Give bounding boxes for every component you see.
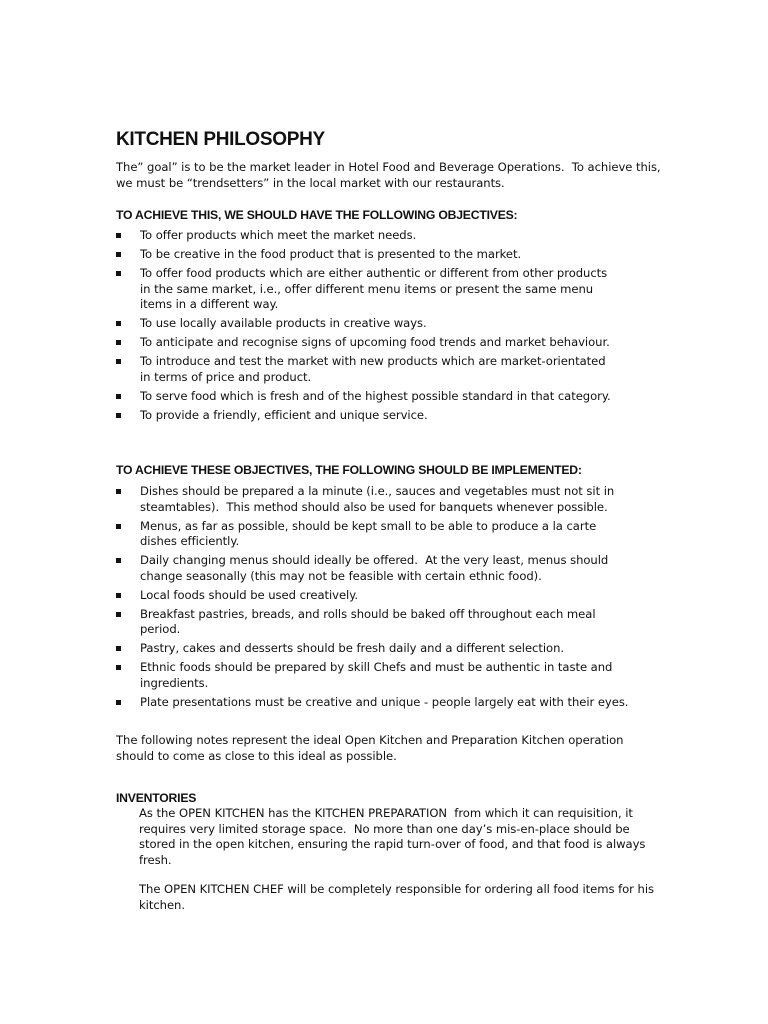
- page-title: KITCHEN PHILOSOPHY: [116, 129, 325, 150]
- list-item-text: To offer products which meet the market needs.: [140, 228, 417, 242]
- objectives-list: [116, 228, 611, 427]
- list-item-text: To be creative in the food product that is presented to the market.: [140, 247, 522, 261]
- notes-paragraph: The following notes represent the ideal Open Kitchen and Preparation Kitchen operation should to come as close to this ideal as possible.: [116, 733, 624, 763]
- list-item: [116, 408, 611, 424]
- list-item: [116, 228, 611, 244]
- objectives-heading: TO ACHIEVE THIS, WE SHOULD HAVE THE FOLLOWING OBJECTIVES:: [116, 208, 518, 222]
- implementation-heading: TO ACHIEVE THESE OBJECTIVES, THE FOLLOWING SHOULD BE IMPLEMENTED:: [116, 463, 582, 477]
- inventories-paragraph-1: As the OPEN KITCHEN has the KITCHEN PREPARATION from which it can requisition, it requires very limited storage space. No more than one day’s mis-en-place should be stored in the open kitchen, ensuring the rapid turn-over of food, and that food is always fresh.: [139, 806, 646, 867]
- bullet-icon: [116, 700, 121, 705]
- intro-paragraph: The” goal” is to be the market leader in Hotel Food and Beverage Operations. To achieve this, we must be “trendsetters” in the local market with our restaurants.: [116, 160, 661, 190]
- bullet-icon: [116, 340, 121, 345]
- bullet-icon: [116, 612, 121, 617]
- list-item-text: Breakfast pastries, breads, and rolls should be baked off throughout each meal period.: [140, 606, 596, 636]
- bullet-icon: [116, 646, 121, 651]
- bullet-icon: [116, 413, 121, 418]
- list-item-text: Pastry, cakes and desserts should be fresh daily and a different selection.: [140, 641, 564, 655]
- bullet-icon: [116, 271, 121, 276]
- list-item-text: Local foods should be used creatively.: [140, 587, 359, 602]
- list-item: [116, 354, 611, 385]
- list-item: [116, 316, 611, 332]
- bullet-icon: [116, 252, 121, 257]
- list-item: [116, 266, 611, 313]
- list-item-text: To anticipate and recognise signs of upcoming food trends and market behaviour.: [140, 335, 610, 349]
- bullet-icon: [116, 321, 121, 326]
- list-item: [116, 695, 628, 711]
- list-item-text: Menus, as far as possible, should be kept small to be able to produce a la carte dishes efficiently.: [140, 518, 597, 548]
- list-item-text: To serve food which is fresh and of the highest possible standard in that category.: [140, 388, 611, 403]
- list-item-text: To offer food products which are either authentic or different from other products in the same market, i.e., offer different menu items or present the same menu items in a different way.: [140, 266, 608, 311]
- bullet-icon: [116, 524, 121, 529]
- inventories-heading: INVENTORIES: [116, 791, 197, 805]
- list-item-text: Daily changing menus should ideally be offered. At the very least, menus should change seasonally (this may not be feasible with certain ethnic food).: [140, 553, 609, 583]
- bullet-icon: [116, 394, 121, 399]
- bullet-icon: [116, 665, 121, 670]
- bullet-icon: [116, 558, 121, 563]
- list-item: [116, 607, 628, 638]
- list-item: [116, 553, 628, 584]
- list-item: [116, 641, 628, 657]
- list-item-text: Ethnic foods should be prepared by skill Chefs and must be authentic in taste and ingredients.: [140, 660, 613, 690]
- list-item-text: Dishes should be prepared a la minute (i.e., sauces and vegetables must not sit in steamtables). This method should also be used for banquets whenever possible.: [140, 484, 615, 514]
- list-item: [116, 335, 611, 351]
- inventories-paragraph-2: The OPEN KITCHEN CHEF will be completely responsible for ordering all food items for his kitchen.: [139, 882, 654, 912]
- bullet-icon: [116, 489, 121, 494]
- list-item-text: Plate presentations must be creative and unique - people largely eat with their eyes.: [140, 694, 629, 709]
- list-item: [116, 247, 611, 263]
- list-item: [116, 519, 628, 550]
- list-item-text: To introduce and test the market with new products which are market-orientated in terms of price and product.: [140, 354, 606, 384]
- bullet-icon: [116, 359, 121, 364]
- list-item: [116, 389, 611, 405]
- list-item-text: To use locally available products in creative ways.: [140, 316, 427, 330]
- list-item: [116, 484, 628, 515]
- list-item: [116, 588, 628, 604]
- bullet-icon: [116, 593, 121, 598]
- list-item-text: To provide a friendly, efficient and unique service.: [140, 407, 428, 422]
- implementation-list: [116, 484, 628, 714]
- list-item: [116, 660, 628, 691]
- bullet-icon: [116, 233, 121, 238]
